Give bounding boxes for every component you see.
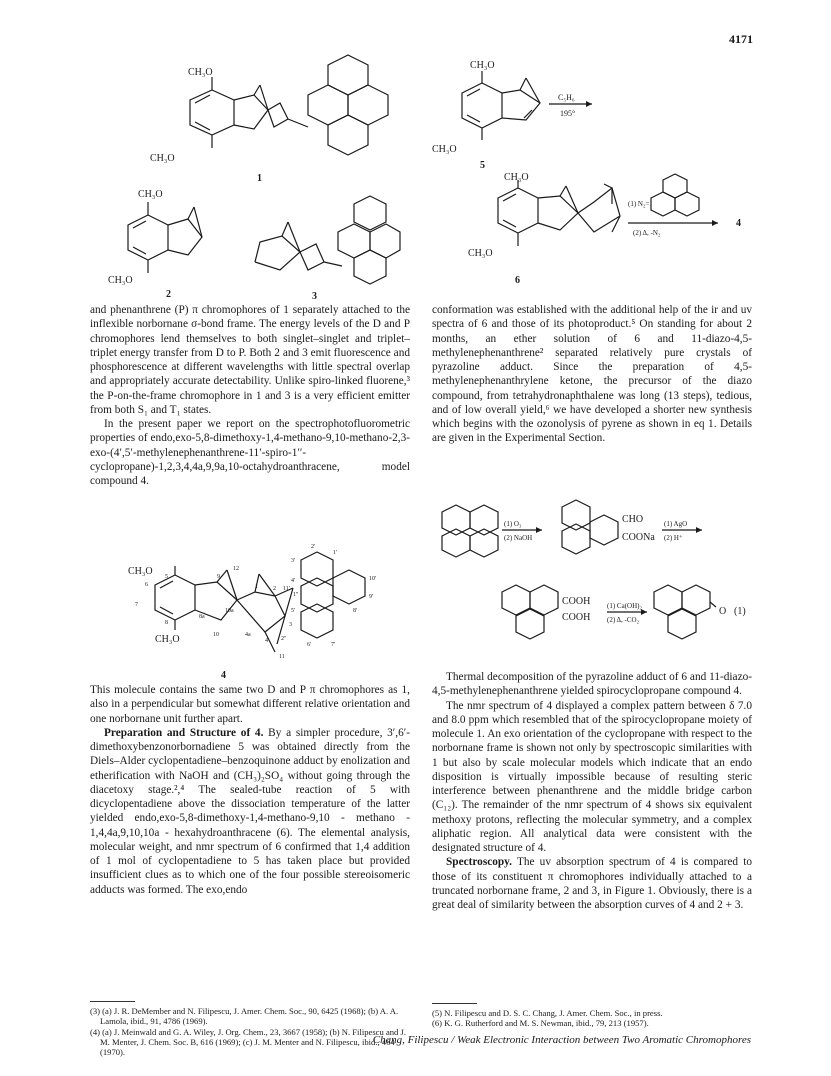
c4-atom-5p: 5' bbox=[291, 608, 296, 614]
fn3: (3) (a) J. R. DeMember and N. Filipescu, J. Amer. Chem. Soc., 90, 6425 (1968); (b) A. A. Lamola, ibid., 91, 4786 (1969). bbox=[90, 1006, 399, 1027]
c6-product: 4 bbox=[736, 218, 741, 229]
c2-label: 2 bbox=[166, 289, 171, 300]
c4-atom-7: 7 bbox=[135, 602, 138, 608]
right-p1: conformation was established with the additional help of the ir and uv spectra of 6 and those of its photoproduct.⁵ On standing for about 2 months, an ether solution of 6 and 11-diazo-4,5-methylenephenanthrene² separated relatively pure crystals of pyrazoline adduct. Since the preparation of 4,5-methylenephenanthrylene ketone, the precursor of the diazo compound, from tetrahydronaphthalene was long (13 steps), tedious, and of low overall yield,⁶ we have developed a shorter new synthesis which begins with the ozonolysis of pyrene as shown in eq 1. Details are given in the Experimental Section. bbox=[432, 304, 752, 445]
c4-atom-2: 2 bbox=[273, 586, 276, 592]
c4-atom-11p: 11' bbox=[283, 586, 290, 592]
structure-1 bbox=[150, 55, 390, 185]
c4-atom-1: 1 bbox=[255, 584, 258, 590]
left-p4: By a simpler procedure, 3′,6′-dimethoxybenzonorbornadiene 5 was obtained directly from the Diels–Alder cyclopentadiene–benzoquinone adduct by enolization and etherification with NaOH and (CH₃)₂SO₄ without going through the diacetoxy stage.²,⁴ The sealed-tube reaction of 5 with dicyclopentadiene above the dissociation temperature of the latter yielded endo,exo-5,8-dimethoxy-1,4-methano-9,10 - methano - 1,4,4a,9,10,10a - hexahydroanthracene (6). The elemental analysis, molecular weight, and nmr spectrum of 6 confirmed that 1,4 addition of 1 mol of cyclopentadiene to 5 has taken place but provided insufficient clues as to which one of the four possible stereoisomeric adducts was formed. The exo,endo bbox=[90, 726, 410, 896]
c5-label: 5 bbox=[480, 160, 485, 171]
c6-step2: (2) Δ, -N₂ bbox=[633, 229, 661, 237]
structure-5 bbox=[432, 58, 602, 173]
c5-ome-bottom: CH₃O bbox=[432, 144, 457, 155]
right-p2: Thermal decomposition of the pyrazoline adduct of 6 and 11-diazo-4,5-methylenephenanthrene yielded spirocyclopropane compound 4. bbox=[432, 671, 752, 698]
c4-atom-10: 10 bbox=[213, 632, 219, 638]
structure-3 bbox=[250, 192, 400, 302]
c4-atom-12: 12 bbox=[233, 566, 239, 572]
eq-cooh2: COOH bbox=[562, 612, 591, 623]
right-column bbox=[432, 303, 752, 446]
right-column-lower bbox=[432, 670, 752, 912]
right-p4: The uv absorption spectrum of 4 is compared to those of its constituent π chromophores individually attached to a truncated norbornane frame, 2 and 3, in Figure 1. Obviously, there is a great deal of similarity between the absorption curves of 4 and 2 + 3. bbox=[432, 856, 752, 911]
right-footnotes bbox=[432, 1008, 752, 1029]
eq-cooh1: COOH bbox=[562, 596, 591, 607]
c4-atom-8: 8 bbox=[165, 620, 168, 626]
fn5: (5) N. Filipescu and D. S. C. Chang, J. Amer. Chem. Soc., in press. bbox=[432, 1008, 663, 1018]
c2-ome-bottom: CH₃O bbox=[108, 275, 133, 286]
structure-6 bbox=[468, 168, 758, 288]
right-p4-head: Spectroscopy. bbox=[446, 856, 513, 869]
c4-ome-top: CH₃O bbox=[128, 566, 153, 577]
eq-step3b: (2) Δ, -CO₂ bbox=[607, 616, 640, 624]
c4-label: 4 bbox=[221, 670, 226, 681]
left-footnotes bbox=[90, 1006, 410, 1057]
structure-4 bbox=[125, 540, 385, 685]
c4-atom-11: 11 bbox=[279, 654, 285, 660]
c5-reagent: C₅H₆ bbox=[558, 93, 575, 102]
eq-step2b: (2) H⁺ bbox=[664, 534, 683, 542]
c6-label: 6 bbox=[515, 275, 520, 286]
c4-ome-bottom: CH₃O bbox=[155, 634, 180, 645]
c4-atom-8p: 8' bbox=[353, 608, 358, 614]
c3-label: 3 bbox=[312, 291, 317, 302]
eq-coona: COONa bbox=[622, 532, 655, 543]
left-footnote-rule bbox=[90, 1001, 135, 1002]
c4-atom-1p: 1' bbox=[333, 550, 338, 556]
c5-ome-top: CH₃O bbox=[470, 60, 495, 71]
c6-step1: (1) N₂= bbox=[628, 200, 650, 208]
c4-atom-8a: 8a bbox=[199, 614, 205, 620]
left-p3: This molecule contains the same two D and P π chromophores as 1, also in a perpendicular but somewhat different relative orientation and one norbornane unit further apart. bbox=[90, 684, 410, 725]
eq-step1b: (2) NaOH bbox=[504, 534, 533, 542]
c4-atom-4p: 4' bbox=[291, 578, 296, 584]
c4-atom-6p: 6' bbox=[307, 642, 312, 648]
right-footnote-rule bbox=[432, 1003, 477, 1004]
structure-2 bbox=[108, 185, 208, 300]
c4-atom-9p: 9' bbox=[369, 594, 374, 600]
page-number: 4171 bbox=[729, 32, 753, 46]
c4-atom-2pp: 2'' bbox=[281, 636, 287, 642]
eq-step3a: (1) Ca(OH)₂ bbox=[607, 602, 642, 610]
c1-ome-top: CH₃O bbox=[188, 67, 213, 78]
left-p1: and phenanthrene (P) π chromophores of 1 separately attached to the inflexible norbornane σ-bond frame. The energy levels of the D and P chromophores lend themselves to both singlet–singlet and triplet–triplet energy transfer from D to P. Both 2 and 3 emit fluorescence and phosphorescence at different wavelengths with little spectral overlap and appropriately accurate detectability. Unlike spiro-linked fluorene,³ the P-on-the-frame chromophore in 1 and 3 is a very efficient emitter from both S₁ and T₁ states. bbox=[90, 304, 410, 416]
left-column-lower bbox=[90, 683, 410, 897]
eq-number: (1) bbox=[734, 606, 746, 617]
c4-atom-10p: 10' bbox=[369, 576, 377, 582]
c6-ome-top: CH₃O bbox=[504, 172, 529, 183]
eq-step1a: (1) O₃ bbox=[504, 520, 522, 528]
left-p4-head: Preparation and Structure of 4. bbox=[104, 726, 264, 739]
right-p3: The nmr spectrum of 4 displayed a complex pattern between δ 7.0 and 8.0 ppm which resembled that of the spirocyclopropane moiety of molecule 1. An exo orientation of the cyclopropane with respect to the norbornane frame is shown not only by spectroscopic similarities with 1 but also by scale molecular models which indicate that an endo disposition is virtually impossible because of resulting steric interference between phenanthrene and the middle bridge carbon (C₁₂). The remainder of the nmr spectrum of 4 shows six equivalent methoxy protons, reflecting the molecular symmetry, and a complex aliphatic region. All analytical data were consistent with the designated structure of 4. bbox=[432, 699, 752, 854]
c4-atom-9: 9 bbox=[217, 574, 220, 580]
equation-1 bbox=[432, 492, 752, 662]
c2-ome-top: CH₃O bbox=[138, 189, 163, 200]
c4-atom-10a: 10a bbox=[225, 608, 234, 614]
eq-cho: CHO bbox=[622, 514, 644, 525]
c4-atom-6: 6 bbox=[145, 582, 148, 588]
c4-atom-1pp: 1'' bbox=[293, 592, 299, 598]
eq-ketone: O bbox=[719, 606, 727, 617]
c1-label: 1 bbox=[257, 173, 262, 184]
c4-atom-3p: 3' bbox=[291, 558, 296, 564]
c4-atom-5: 5 bbox=[165, 574, 168, 580]
fn4: (4) (a) J. Meinwald and G. A. Wiley, J. Org. Chem., 23, 3667 (1958); (b) N. Filipescu and J. M. Menter, J. Chem. Soc. B, 616 (1969); (c) J. M. Menter and N. Filipescu, ibid., 464 (1970). bbox=[90, 1026, 406, 1058]
c6-ome-bottom: CH₃O bbox=[468, 248, 493, 259]
c4-atom-4a: 4a bbox=[245, 632, 251, 638]
eq-step2a: (1) AgO bbox=[664, 520, 688, 528]
c4-atom-3: 3 bbox=[289, 622, 292, 628]
c4-atom-7p: 7' bbox=[331, 642, 336, 648]
fn6: (6) K. G. Rutherford and M. S. Newman, ibid., 79, 213 (1957). bbox=[432, 1018, 649, 1029]
left-p2: In the present paper we report on the spectrophotofluorometric properties of endo,exo-5,8-dimethoxy-1,4-methano-9,10-methano-2,3-exo-(4′,5′-methylenephenanthrene-11′-spiro-1′′-cyclopropane)-1,2,3,4,4a,9,9a,10-octahydroanthracene, model compound 4. bbox=[90, 418, 410, 487]
c4-atom-2p: 2' bbox=[311, 544, 316, 550]
running-footer: Chang, Filipescu / Weak Electronic Interaction between Two Aromatic Chromophores bbox=[372, 1034, 751, 1046]
left-column bbox=[90, 303, 410, 488]
c1-ome-bottom: CH₃O bbox=[150, 153, 175, 164]
c5-temp: 195° bbox=[560, 109, 576, 118]
c4-atom-4: 4 bbox=[265, 638, 268, 644]
